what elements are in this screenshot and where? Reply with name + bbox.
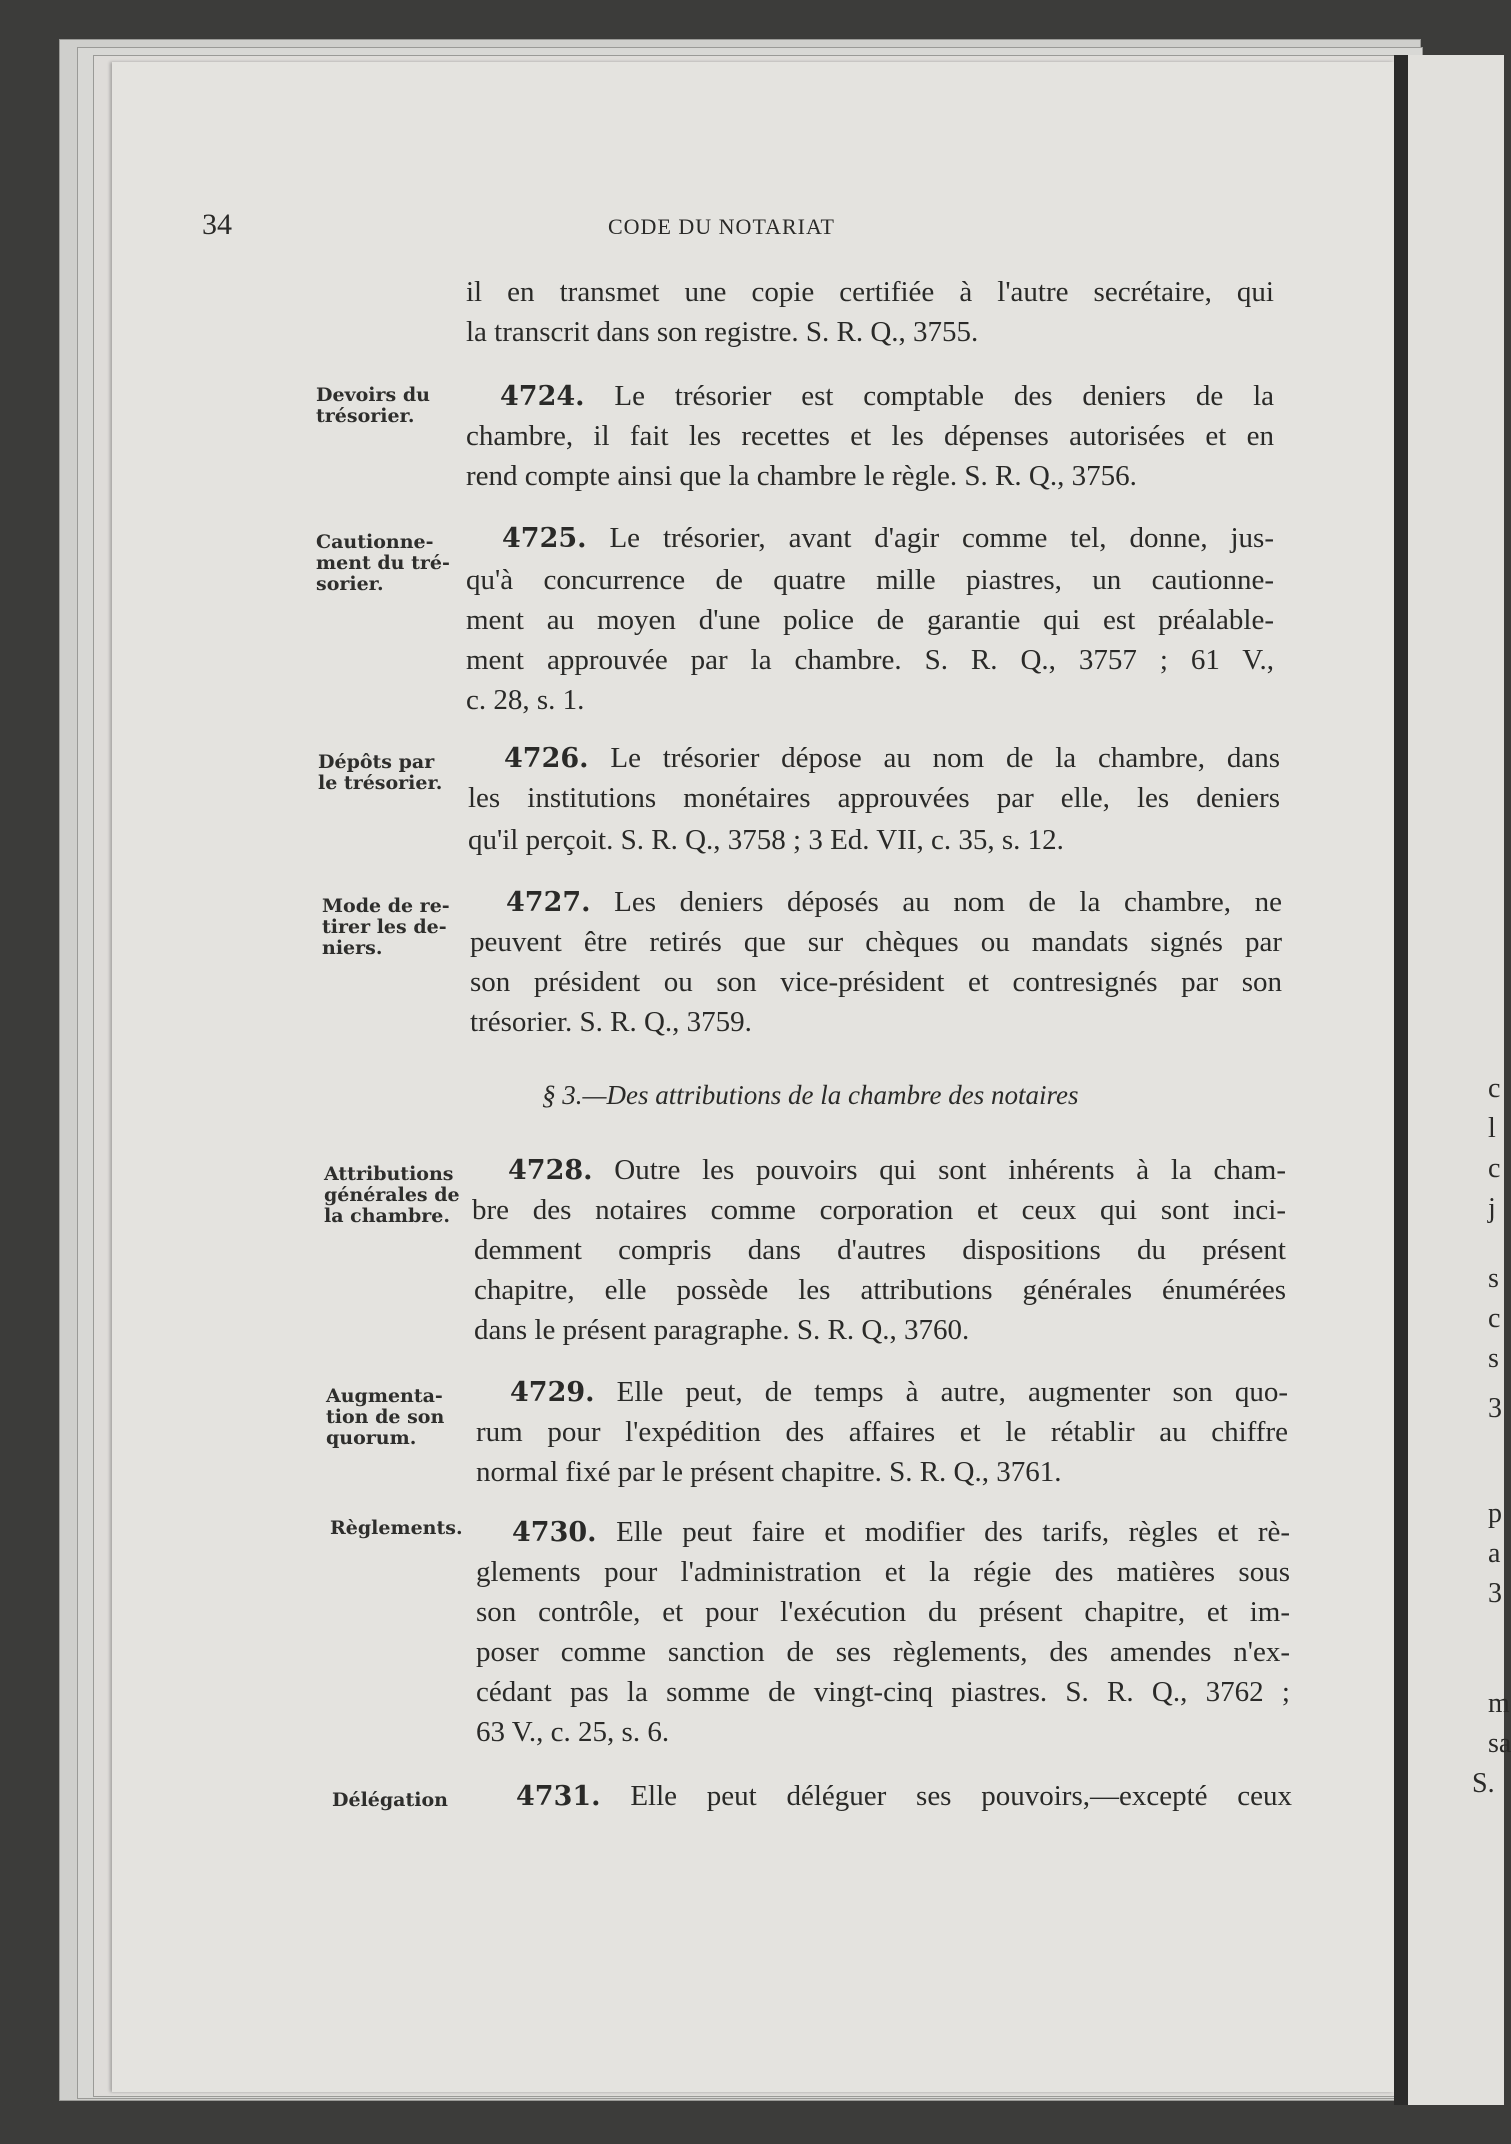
text-span: Elle peut déléguer ses pouvoirs,—excepté ceux [630, 1780, 1293, 1812]
text-line: qu'il perçoit. S. R. Q., 3758 ; 3 Ed. VII, c. 35, s. 12. [468, 824, 1064, 856]
text-span: Le trésorier est comptable des deniers de la [614, 380, 1275, 412]
text-line: ment approuvée par la chambre. S. R. Q., 3757 ; 61 V., [466, 644, 1274, 676]
facing-page-fragment: c [1488, 1303, 1501, 1334]
article-number: 4724. [500, 381, 585, 412]
margin-note [316, 385, 466, 427]
text-span: Elle peut faire et modifier des tarifs, règles et rè- [616, 1516, 1290, 1548]
margin-note [332, 1790, 482, 1811]
page-number: 34 [202, 208, 232, 241]
facing-page-fragment: c [1488, 1073, 1501, 1104]
facing-page-fragment: 3 [1488, 1578, 1502, 1609]
facing-page-fragment: j [1488, 1193, 1496, 1224]
margin-note-line: trésorier. [316, 405, 415, 427]
margin-note-line: Mode de re- [322, 895, 450, 917]
text-line: normal fixé par le présent chapitre. S. R. Q., 3761. [476, 1456, 1062, 1488]
text-line [500, 376, 1274, 417]
margin-note [330, 1518, 480, 1539]
text-line: trésorier. S. R. Q., 3759. [470, 1006, 752, 1038]
article-number: 4726. [504, 743, 589, 774]
margin-note-line: Cautionne- [316, 531, 434, 553]
article-number: 4728. [508, 1155, 593, 1186]
facing-page-fragment: sa [1488, 1728, 1511, 1759]
text-line: poser comme sanction de ses règlements, des amendes n'ex- [476, 1636, 1290, 1668]
text-line: son président ou son vice-président et contresignés par son [470, 966, 1282, 998]
text-line: c. 28, s. 1. [466, 684, 585, 716]
margin-note-line: tion de son [326, 1406, 445, 1428]
margin-note-line: la chambre. [324, 1205, 450, 1227]
text-line [506, 882, 1282, 923]
margin-note-line: Devoirs du [316, 384, 430, 406]
text-line: chambre, il fait les recettes et les dépenses autorisées et en [466, 420, 1274, 452]
margin-note-line: générales de [324, 1184, 460, 1206]
margin-note-line: niers. [322, 937, 383, 959]
text-line: les institutions monétaires approuvées par elle, les deniers [468, 782, 1280, 814]
text-line: chapitre, elle possède les attributions générales énumérées [474, 1274, 1286, 1306]
margin-note-line: ment du tré- [316, 552, 450, 574]
text-line [512, 1512, 1290, 1553]
margin-note [322, 896, 472, 959]
margin-note-line: Augmenta- [326, 1385, 443, 1407]
margin-note-line: Attributions [324, 1163, 454, 1185]
facing-page-fragment: 3 [1488, 1393, 1502, 1424]
text-line: bre des notaires comme corporation et ceux qui sont inci- [472, 1194, 1286, 1226]
text-line: 63 V., c. 25, s. 6. [476, 1716, 670, 1748]
text-line: glements pour l'administration et la régie des matières sous [476, 1556, 1290, 1588]
text-line [508, 1150, 1286, 1191]
text-span: Le trésorier, avant d'agir comme tel, donne, jus- [609, 522, 1274, 554]
facing-page-fragment: l [1488, 1113, 1496, 1144]
margin-note [316, 532, 466, 595]
facing-page-fragment: m [1488, 1688, 1510, 1719]
facing-page-fragment: a [1488, 1538, 1501, 1569]
text-line [516, 1776, 1292, 1817]
facing-page-fragment: s [1488, 1263, 1499, 1294]
margin-note-line: le trésorier. [318, 772, 443, 794]
text-line: peuvent être retirés que sur chèques ou mandats signés par [470, 926, 1282, 958]
text-line: demment compris dans d'autres dispositions du présent [474, 1234, 1286, 1266]
margin-note-line: quorum. [326, 1427, 417, 1449]
margin-note [324, 1164, 474, 1227]
text-span: Outre les pouvoirs qui sont inhérents à la cham- [614, 1154, 1286, 1186]
facing-page-fragment: S. [1472, 1768, 1495, 1799]
margin-note-line: sorier. [316, 573, 384, 595]
text-line: rum pour l'expédition des affaires et le rétablir au chiffre [476, 1416, 1288, 1448]
text-line: cédant pas la somme de vingt-cinq piastres. S. R. Q., 3762 ; [476, 1676, 1290, 1708]
text-line: il en transmet une copie certifiée à l'autre secrétaire, qui [466, 276, 1274, 308]
article-number: 4729. [510, 1377, 595, 1408]
text-line: rend compte ainsi que la chambre le règle. S. R. Q., 3756. [466, 460, 1137, 492]
text-line: ment au moyen d'une police de garantie qui est préalable- [466, 604, 1274, 636]
facing-page-fragment: c [1488, 1153, 1501, 1184]
margin-note-line: Dépôts par [318, 751, 435, 773]
margin-note-line: Règlements. [330, 1517, 463, 1539]
section-heading: § 3.—Des attributions de la chambre des notaires [542, 1080, 1079, 1110]
article-number: 4727. [506, 887, 591, 918]
book-gutter [1394, 55, 1408, 2105]
text-span: Les deniers déposés au nom de la chambre, ne [614, 886, 1282, 918]
text-line [510, 1372, 1288, 1413]
article-number: 4725. [502, 523, 587, 554]
facing-page-fragment: s [1488, 1343, 1499, 1374]
text-line: la transcrit dans son registre. S. R. Q., 3755. [466, 316, 979, 348]
text-line: qu'à concurrence de quatre mille piastres, un cautionne- [466, 564, 1274, 596]
article-number: 4731. [516, 1781, 601, 1812]
text-line: dans le présent paragraphe. S. R. Q., 3760. [474, 1314, 970, 1346]
running-title: CODE DU NOTARIAT [608, 214, 835, 239]
text-span: Le trésorier dépose au nom de la chambre, dans [610, 742, 1280, 774]
facing-page-fragment: p [1488, 1498, 1502, 1529]
text-span: Elle peut, de temps à autre, augmenter son quo- [616, 1376, 1289, 1408]
margin-note-line: Délégation [332, 1789, 448, 1811]
margin-note [318, 752, 468, 794]
text-line: son contrôle, et pour l'exécution du présent chapitre, et im- [476, 1596, 1290, 1628]
facing-page [1408, 55, 1511, 2105]
margin-note [326, 1386, 476, 1449]
margin-note-line: tirer les de- [322, 916, 447, 938]
text-line [504, 738, 1280, 779]
text-line [502, 518, 1274, 559]
article-number: 4730. [512, 1517, 597, 1548]
